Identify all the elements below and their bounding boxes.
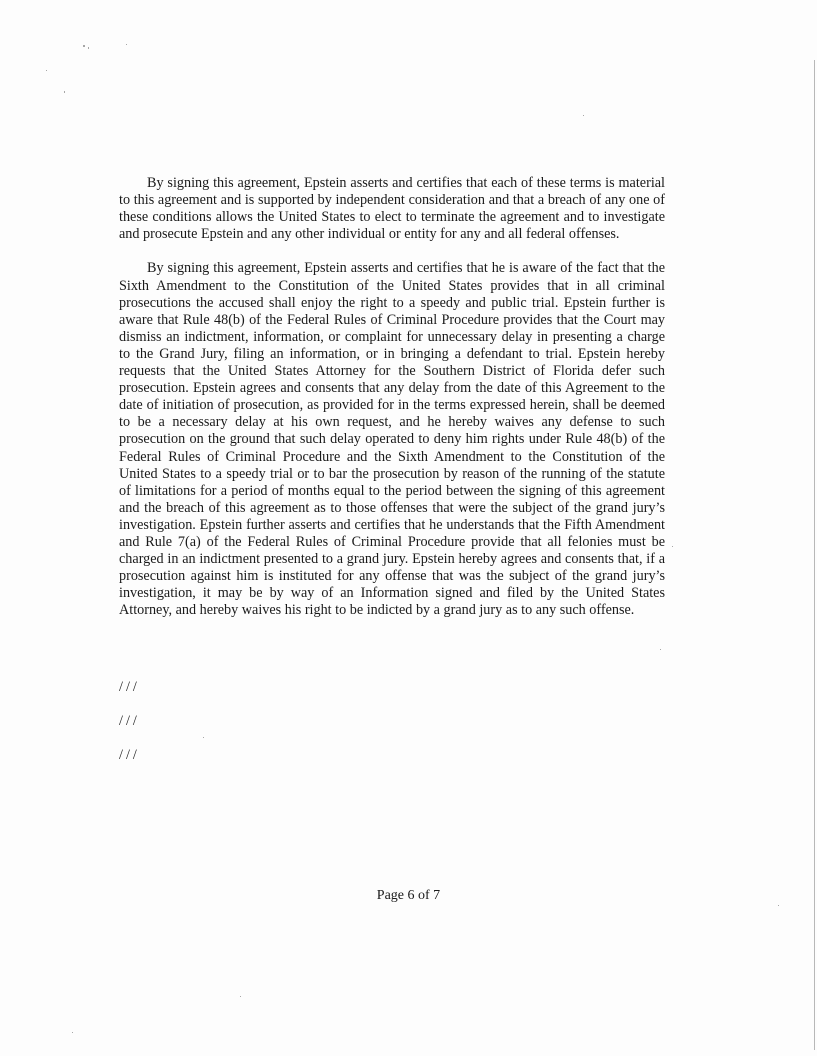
scan-speck [240,996,241,997]
scan-speck [72,1032,73,1033]
scan-speck [126,44,127,45]
scan-speck [46,70,47,71]
continuation-mark: /// [119,679,140,695]
continuation-marks [119,679,140,781]
paragraph-speedy-trial-waiver: By signing this agreement, Epstein asserts and certifies that he is aware of the fact that the Sixth Amendment to the Constitution of the United States provides that in all criminal prosecutions the accused shall enjoy the right to a speedy and public trial. Epstein further is aware that Rule 48(b) of the Federal Rules of Criminal Procedure provides that the Court may dismiss an indictment, information, or complaint for unnecessary delay in presenting a charge to the Grand Jury, filing an information, or in bringing a defendant to trial. Epstein hereby requests that the United States Attorney for the Southern District of Florida defer such prosecution. Epstein agrees and consents that any delay from the date of this Agreement to the date of initiation of prosecution, as provided for in the terms expressed herein, shall be deemed to be a necessary delay at his own request, and he hereby waives any defense to such prosecution on the ground that such delay operated to deny him rights under Rule 48(b) of the Federal Rules of Criminal Procedure and the Sixth Amendment to the Constitution of the United States to a speedy trial or to bar the prosecution by reason of the running of the statute of limitations for a period of months equal to the period between the signing of this agreement and the breach of this agreement as to those offenses that were the subject of the grand jury’s investigation. Epstein further asserts and certifies that he understands that the Fifth Amendment and Rule 7(a) of the Federal Rules of Criminal Procedure provide that all felonies must be charged in an indictment presented to a grand jury. Epstein hereby agrees and consents that, if a prosecution against him is instituted for any offense that was the subject of the grand jury’s investigation, it may be by way of an Information signed and filed by the United States Attorney, and hereby waives his right to be indicted by a grand jury as to any such offense. [119,260,665,619]
scan-speck [83,45,85,47]
scan-speck [64,91,65,93]
scan-speck [583,115,584,116]
continuation-mark: /// [119,713,140,729]
agreement-body [119,175,665,637]
scan-speck [88,47,89,49]
scan-speck [778,905,779,906]
continuation-mark: /// [119,747,140,763]
scan-speck [660,649,661,650]
scan-speck [672,546,673,547]
paragraph-material-terms: By signing this agreement, Epstein asserts and certifies that each of these terms is material to this agreement and is supported by independent consideration and that a breach of any one of these conditions allows the United States to elect to terminate the agreement and to investigate and prosecute Epstein and any other individual or entity for any and all federal offenses. [119,175,665,243]
page-number: Page 6 of 7 [376,888,441,903]
scan-speck [203,737,204,738]
